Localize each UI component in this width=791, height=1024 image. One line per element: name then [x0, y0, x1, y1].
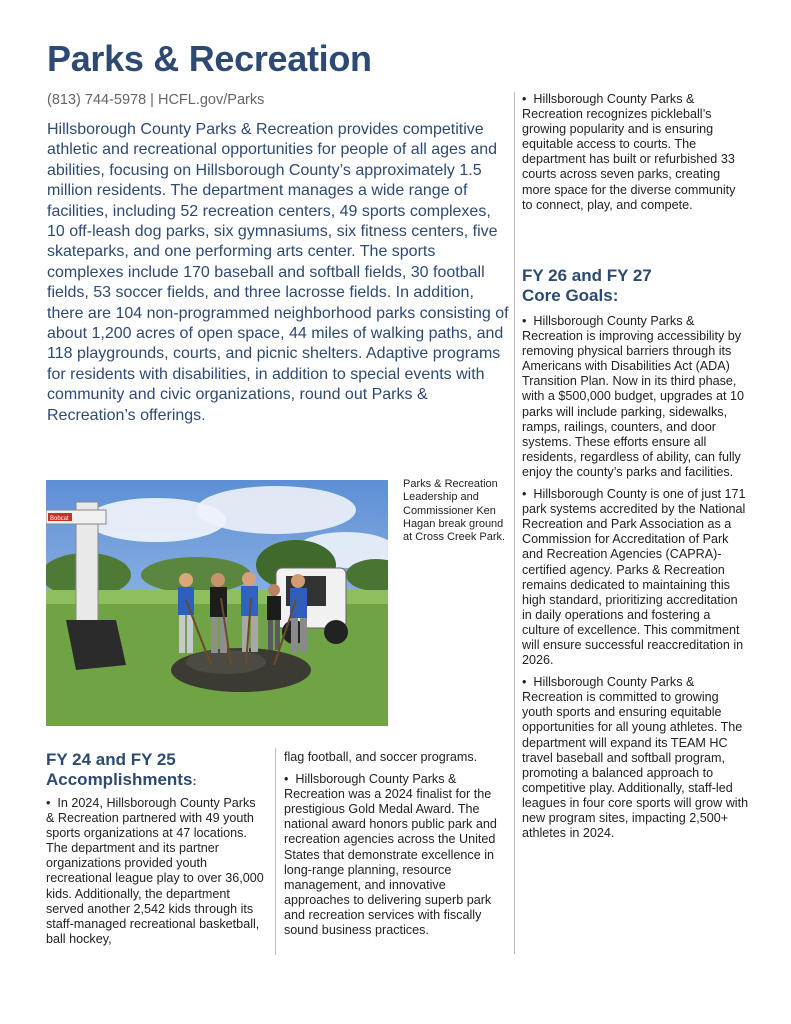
column-divider-bottom: [275, 748, 276, 955]
core-goal-item: [522, 487, 750, 668]
groundbreaking-photo-illustration: [46, 480, 388, 726]
core-goals-heading: [522, 266, 652, 306]
core-goals-heading-line1: FY 26 and FY 27: [522, 266, 652, 285]
accomplishment-item-1-text: In 2024, Hillsborough County Parks & Recreation partnered with 49 youth sports organizations at 47 locations. The department and its partner organizations provided youth recreational league play to over 36,000 kids. Additionally, the department served another 2,542 kids through its staff-managed recreational basketball, ball hockey,: [46, 796, 264, 946]
pickleball-text: Hillsborough County Parks & Recreation recognizes pickleball’s growing popularity and is ensuring equitable access to courts. The department has built or refurbished 33 courts across seven parks, creating more space for the diverse community to connect, play, and compete.: [522, 92, 736, 212]
bullet: •: [522, 487, 527, 502]
bullet: •: [522, 314, 527, 328]
core-goal-2-text: Hillsborough County is one of just 171 park systems accredited by the National Recreation and Park Association as a Commission for Accreditation of Park and Recreation Agencies (CAPRA)-certified agency. Parks & Recreation remains dedicated to maintaining this high standard, prioritizing accreditation in daily operations and fostering a culture of excellence. This commitment will ensure successful reaccreditation in 2026.: [522, 487, 746, 668]
accomplishment-column-2: [284, 750, 508, 945]
groundbreaking-photo: [46, 480, 388, 726]
accomplishment-item-2: [284, 772, 508, 938]
core-goal-1-text: Hillsborough County Parks & Recreation is improving accessibility by removing physical barriers through its Americans with Disabilities Act (ADA) Transition Plan. Now in its third phase, with a $500,000 budget, upgrades at 10 parks will include parking, sidewalks, ramps, railings, counters, and door systems. These efforts ensure all residents, regardless of ability, can fully enjoy the county’s parks and facilities.: [522, 314, 744, 479]
accomplishment-item-2-text: Hillsborough County Parks & Recreation was a 2024 finalist for the prestigious Gold Medal Award. The national award honors public park and recreation agencies across the United States that demonstrate excellence in long-range planning, resource management, and innovative approaches to delivering superb park and recreation services with fiscally sound business practices.: [284, 772, 497, 938]
page-title: Parks & Recreation: [47, 38, 372, 79]
core-goals-heading-line2: Core Goals:: [522, 286, 619, 305]
bullet: •: [522, 92, 527, 106]
contact-line: (813) 744-5978 | HCFL.gov/Parks: [47, 92, 265, 108]
accomplishment-item-1: [46, 796, 265, 947]
photo-caption: Parks & Recreation Leadership and Commissioner Ken Hagan break ground at Cross Creek Park.: [403, 478, 506, 544]
intro-paragraph: Hillsborough County Parks & Recreation provides competitive athletic and recreational opportunities for people of all ages and abilities, focusing on Hillsborough County’s approximately 1.5 million residents. The department manages a wide range of facilities, including 52 recreation centers, 49 sports complexes, 10 off-leash dog parks, six gymnasiums, six fitness centers, five skateparks, and one performing arts center. The sports complexes include 170 baseball and softball fields, 30 football fields, 53 soccer fields, and three lacrosse fields. In addition, there are 104 non-programmed neighborhood parks consisting of about 1,200 acres of open space, 44 miles of walking paths, and 118 playgrounds, courts, and picnic shelters. Adaptive programs for residents with disabilities, in addition to special events with community and civic organizations, round out Parks & Recreation’s offerings.: [47, 121, 509, 424]
accomplishments-heading-line2: [46, 770, 196, 791]
pickleball-paragraph: [522, 92, 744, 213]
bullet: •: [522, 675, 527, 690]
core-goals-list: [522, 314, 750, 848]
bullet: •: [46, 796, 51, 810]
accomplishment-item-1-continued: flag football, and soccer programs.: [284, 750, 478, 764]
core-goal-item: [522, 675, 750, 841]
column-divider-right: [514, 92, 515, 954]
core-goal-item: [522, 314, 750, 480]
accomplishments-heading-word: Accomplishments: [46, 770, 193, 789]
accomplishments-heading: [46, 750, 196, 791]
excavator-brand-label: Bobcat: [50, 516, 69, 522]
core-goal-3-text: Hillsborough County Parks & Recreation is committed to growing youth sports and ensuring equitable opportunities for all young athletes. The department will expand its TEAM HC travel baseball and softball program, promoting a balanced approach to competitive play. Additionally, staff-led leagues in four core sports will grow with new program sites, impacting 2,500+ athletes in 2024.: [522, 675, 749, 841]
bullet: •: [284, 772, 289, 787]
accomplishments-heading-colon: :: [192, 774, 197, 788]
accomplishments-heading-line1: FY 24 and FY 25: [46, 750, 176, 769]
